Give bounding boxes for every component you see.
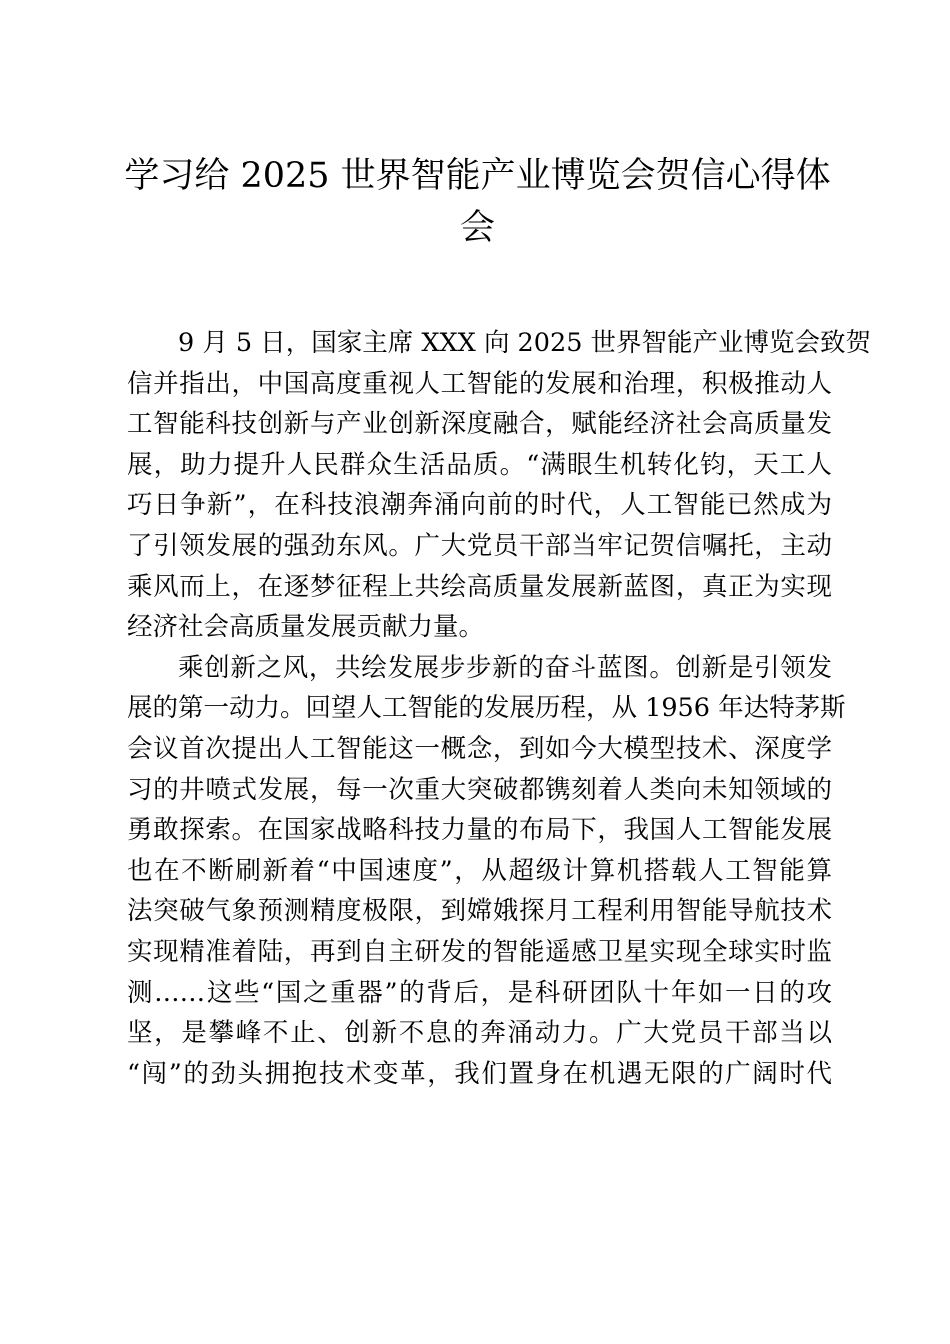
paragraph-line: 习的井喷式发展，每一次重大突破都镌刻着人类向未知领域的: [127, 774, 832, 805]
paragraph-line: 信并指出，中国高度重视人工智能的发展和治理，积极推动人: [127, 368, 832, 399]
document-title: [120, 150, 835, 254]
paragraph-line: 会议首次提出人工智能这一概念，到如今大模型技术、深度学: [127, 733, 832, 764]
title-line-2: 会: [459, 208, 495, 248]
paragraph-line: 了引领发展的强劲东风。广大党员干部当牢记贺信嘱托，主动: [127, 530, 832, 561]
document-body: [127, 323, 872, 1094]
title-line-1: 学习给 2025 世界智能产业博览会贺信心得体: [124, 156, 831, 196]
paragraph-line: 展，助力提升人民群众生活品质。“满眼生机转化钧，天工人: [127, 449, 832, 480]
paragraph-1: [127, 323, 872, 648]
paragraph-line: 展的第一动力。回望人工智能的发展历程，从 1956 年达特茅斯: [127, 693, 846, 724]
paragraph-line: 测……这些“国之重器”的背后，是科研团队十年如一日的攻: [127, 977, 832, 1008]
paragraph-line: 法突破气象预测精度极限，到嫦娥探月工程利用智能导航技术: [127, 896, 832, 927]
paragraph-line: 巧日争新”，在科技浪潮奔涌向前的时代，人工智能已然成为: [127, 490, 832, 521]
paragraph-line: 9 月 5 日，国家主席 XXX 向 2025 世界智能产业博览会致贺: [178, 328, 872, 358]
paragraph-line: 实现精准着陆，再到自主研发的智能遥感卫星实现全球实时监: [127, 936, 832, 967]
paragraph-line: 乘创新之风，共绘发展步步新的奋斗蓝图。创新是引领发: [178, 652, 832, 683]
paragraph-line: 经济社会高质量发展贡献力量。: [127, 612, 485, 643]
paragraph-2: [127, 648, 846, 1095]
paragraph-line: 工智能科技创新与产业创新深度融合，赋能经济社会高质量发: [127, 409, 832, 440]
paragraph-line: “闯”的劲头拥抱技术变革，我们置身在机遇无限的广阔时代: [127, 1058, 832, 1089]
paragraph-line: 勇敢探索。在国家战略科技力量的布局下，我国人工智能发展: [127, 815, 832, 846]
paragraph-line: 坚，是攀峰不止、创新不息的奔涌动力。广大党员干部当以: [127, 1018, 832, 1049]
paragraph-line: 也在不断刷新着“中国速度”，从超级计算机搭载人工智能算: [127, 855, 832, 886]
paragraph-line: 乘风而上，在逐梦征程上共绘高质量发展新蓝图，真正为实现: [127, 571, 832, 602]
